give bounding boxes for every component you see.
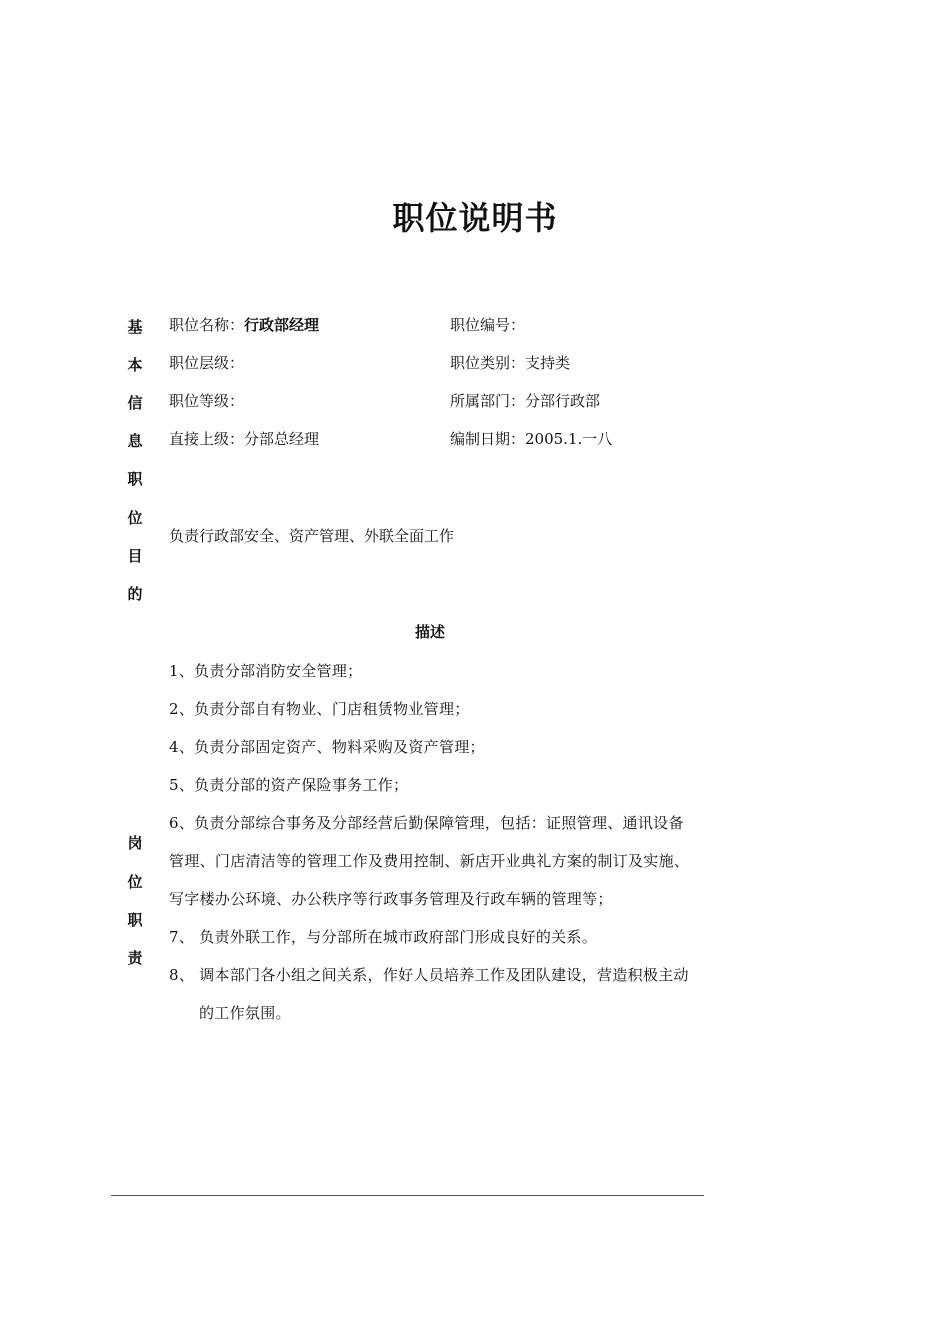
section-label-basic-info-3: 信 <box>127 394 143 412</box>
purpose-text: 负责行政部安全、资产管理、外联全面工作 <box>169 527 455 545</box>
section-label-purpose-1: 职 <box>127 470 143 488</box>
section-label-duties-4: 责 <box>127 949 143 967</box>
position-name-value: 行政部经理 <box>244 316 320 334</box>
date-field: 编制日期：2005.1.一八 <box>450 430 613 448</box>
position-grade-field: 职位等级： <box>169 392 245 410</box>
section-label-basic-info-2: 本 <box>127 356 143 374</box>
position-name-label: 职位名称： <box>169 316 245 334</box>
section-label-purpose-3: 目 <box>127 547 143 565</box>
section-label-duties-2: 位 <box>127 873 143 891</box>
section-label-basic-info-4: 息 <box>127 432 143 450</box>
footer-divider <box>111 1195 704 1196</box>
duties-heading: 描述 <box>415 623 446 641</box>
position-code-field: 职位编号： <box>450 316 526 334</box>
section-label-purpose-4: 的 <box>127 585 143 603</box>
duty-item: 4、负责分部固定资产、物料采购及资产管理； <box>169 738 485 756</box>
duty-item: 7、 负责外联工作，与分部所在城市政府部门形成良好的关系。 <box>169 928 598 946</box>
section-label-duties-3: 职 <box>127 911 143 929</box>
department-field: 所属部门：分部行政部 <box>450 392 601 410</box>
duty-item: 1、负责分部消防安全管理； <box>169 662 363 680</box>
section-label-purpose-2: 位 <box>127 509 143 527</box>
page-title: 职位说明书 <box>392 199 558 237</box>
position-level-field: 职位层级： <box>169 354 245 372</box>
supervisor-field: 直接上级：分部总经理 <box>169 430 320 448</box>
duty-item: 6、负责分部综合事务及分部经营后勤保障管理，包括：证照管理、通讯设备管理、门店清洁等的管理工作及费用控制、新店开业典礼方案的制订及实施、写字楼办公环境、办公秩序等行政事务管理及行政车辆的管理等； <box>169 814 690 908</box>
section-label-basic-info-1: 基 <box>127 318 143 336</box>
position-name-field <box>169 315 319 335</box>
duty-item: 5、负责分部的资产保险事务工作； <box>169 776 409 794</box>
duty-item: 8、 调本部门各小组之间关系，作好人员培养工作及团队建设，营造积极主动的工作氛围。 <box>169 966 689 1022</box>
duties-list <box>169 652 699 1032</box>
position-category-field: 职位类别：支持类 <box>450 354 571 372</box>
section-label-duties-1: 岗 <box>127 834 143 852</box>
duty-item: 2、负责分部自有物业、门店租赁物业管理； <box>169 700 470 718</box>
